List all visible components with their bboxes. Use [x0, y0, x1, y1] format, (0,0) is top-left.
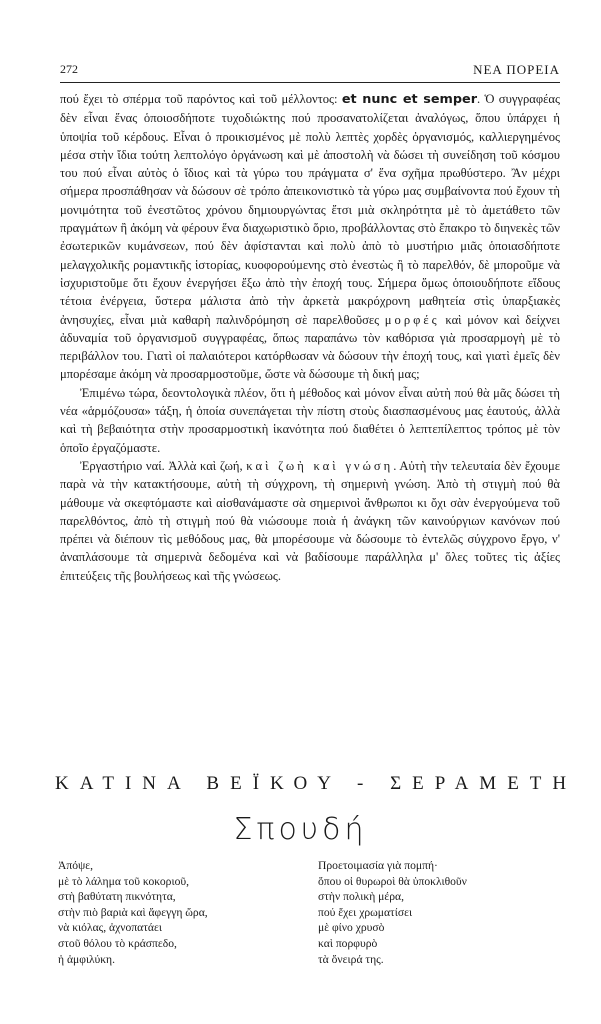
verse-line: στὴν πολικὴ μέρα,: [318, 890, 405, 904]
article-body: [60, 90, 560, 585]
verse-line: Ἀπόψε,: [58, 859, 94, 872]
stanza-left: [58, 858, 308, 967]
paragraph-1: [60, 90, 560, 384]
spaced-word: μορφές: [384, 312, 440, 327]
verse-line: στὴ βαθύτατη πικνότητα,: [58, 890, 176, 904]
paragraph-3: [60, 457, 560, 585]
paragraph-1-part-b: . Ὁ συγγραφέας δὲν εἶναι ἕνας ὁποιοσδήποτε τυχοδιώκτης πού προσανατολίζεται ἀναλόγως, ὅπου ὑπάρχει ἡ ὑποψία τοῦ κέρδους. Εἶναι ὁ προικισμένος μὲ πολὺ λεπτὲς χορδὲς ὀργανισμός, καλλιεργημένος μέσα στὴν ἴδια τούτη λεπτολόγο ὀργάνωση καὶ μὲ ἀποστολὴ νὰ δώσει τὴ συνείδηση τοῦ κόσμου του πού εἶναι αὐτὸς ὁ ἴδιος καὶ τὰ γύρω του πράγματα σ' ἕνα σχῆμα πρωθύστερο. Ἂν μέχρι σήμερα προσπάθησαν νὰ δώσουν σὲ τρόπο ἀπεικονιστικὸ τὰ γύρω μας συμβαίνοντα πού ἔχουν τὴ μονιμότητα τοῦ ἐνεστῶτος χρόνου δημιουργώντας ἔτσι μιὰ σκληρότητα μὲ τὸ ἀμετάθετο τῶν πραγμάτων ἢ ἀκόμη νὰ φέρουν ἕνα διαχωριστικὸ ὅριο, προβάλλοντας στὸ ἔπακρο τὸ διηνεκὲς τῶν ἐσωτερικῶν κυμάνσεων, πού δὲν ἀφίστανται καὶ πολὺ ἀπὸ τὸ μυστήριο μιᾶς ὁποιασδήποτε μελαγχολικῆς ρομαντικῆς ἱστορίας, κυοφορούμενης στὸ ἐνεστὼς ἢ τὸ παρελθόν, δὲ μποροῦμε νὰ ἰσχυριστοῦμε ὅτι ἔχουν ἐνεργήσει ἔξω ἀπὸ τὴν ἐποχή τους. Σήμερα ὅμως ὁποιουδήποτε εἴδους τέτοια ἐνέργεια, ὕστερα μάλιστα ἀπὸ τὴν ἀρκετὰ μακρόχρονη μαθητεία στὶς ὑπαρξιακὲς ἀνησυχίες, εἶναι μιὰ καθαρὴ παλινδρόμηση σὲ παρελθοῦσες: [60, 92, 560, 327]
verse-line: μὲ φίνο χρυσὸ: [318, 921, 385, 935]
verse-line: στοῦ θόλου τὸ κράσπεδο,: [58, 936, 177, 950]
verse-line: στὴν πιὸ βαριὰ καὶ ἄφεγγη ὥρα,: [58, 905, 208, 919]
verse-line: μὲ τὸ λάλημα τοῦ κοκοριοῦ,: [58, 874, 190, 888]
verse-line: καὶ πορφυρὸ: [318, 936, 378, 950]
verse-line: ὅπου οἱ θυρωροὶ θὰ ὑποκλιθοῦν: [318, 874, 467, 888]
header-rule: [60, 82, 560, 83]
paragraph-2: Ἐπιμένω τώρα, δεοντολογικὰ πλέον, ὅτι ἡ μέθοδος καὶ μόνον εἶναι αὐτὴ πού θὰ μᾶς δώσει τὴ νέα «ἁρμόζουσα» τάξη, ἡ ὁποία συνεπάγεται τὴν πίστη στοὺς διασπασμένους μας ἑαυτούς, ἀλλὰ καὶ τὴ βεβαιότητα στὴν προσαρμοστικὴ ἱκανότητα πού διαθέτει ὁ λεπτεπίλεπτος τρόπος μὲ τὸν ὁποῖο ἐργαζόμαστε.: [60, 385, 560, 455]
stanza-right: [318, 858, 568, 967]
paragraph-3-part-b: . Αὐτὴ τὴν τελευταία δὲν ἔχουμε παρὰ νὰ τὴν κατακτήσουμε, αὐτὴ τὴ σύγχρονη, τὴ σημερινὴ γνώση. Ἀπὸ τὴ στιγμὴ πού θὰ μάθουμε νὰ σκεφτόμαστε καὶ αἰσθανάμαστε σὰ σημερινοὶ ἄνθρωποι κι ὄχι σὰν ἐνεργούμενα τοῦ παρελθόντος, ἀπὸ τὴ στιγμὴ πού θὰ νιώσουμε ποιὰ ἡ ἀνάγκη τῶν καινούργιων κανόνων πού πρέπει νὰ διέπουν τὶς μεθόδους μας, θὰ μπορέσουμε νὰ δώσουμε τὸ ἐντελῶς σύγχρονο ἔργο, ν' ἀναπλάσουμε τὰ σημερινὰ δεδομένα καὶ νὰ βαδίσουμε παράλληλα μ' ὅλες τοῦτες τὶς ἀξίες ἐπιτεύξεις τῆς βουλήσεως καὶ τῆς γνώσεως.: [60, 458, 560, 583]
verse-line: πού ἔχει χρωματίσει: [318, 905, 413, 919]
latin-phrase: et nunc et semper: [341, 92, 478, 107]
verse-line: Προετοιμασία γιὰ πομπή·: [318, 859, 438, 872]
running-title: ΝΕΑ ΠΟΡΕΙΑ: [473, 62, 560, 77]
paragraph-1-part-a: πού ἔχει τὸ σπέρμα τοῦ παρόντος καὶ τοῦ μέλλοντος:: [60, 92, 342, 106]
page-number: 272: [60, 62, 78, 76]
verse-line: τὰ ὄνειρά της.: [318, 952, 384, 966]
paragraph-1-part-c: καὶ μόνον καὶ δείχνει ἀδυναμία τοῦ ὀργανισμοῦ συγγραφέας, ὅπως παραπάνω τὸν καθόρισα γιὰ προσαρμογὴ μὲ τὸ περιβάλλον του. Γιατὶ οἱ παλαιότεροι κατόρθωσαν νὰ δώσουν τὴν ἐποχή τους, καὶ γιατὶ ἐμεῖς δὲν μπορέσαμε ἀκόμη νὰ προσαρμοστοῦμε, ὥστε νὰ δώσουμε τὴ δική μας;: [60, 312, 561, 382]
verse-line: νὰ κιόλας, ἀχνοπατάει: [58, 921, 162, 935]
spaced-phrase: καὶ ζωὴ καὶ γνώση: [246, 458, 394, 473]
verse-line: ἡ ἀμφιλύκη.: [58, 952, 116, 966]
poem-author: ΚΑΤΙΝΑ ΒΕΪΚΟΥ - ΣΕΡΑΜΕΤΗ: [55, 773, 578, 794]
paragraph-3-part-a: Ἐργαστήριο ναί. Ἀλλὰ καὶ ζωή,: [80, 458, 247, 473]
page-header: [60, 62, 560, 82]
poem-title: Σπουδή: [233, 812, 368, 847]
